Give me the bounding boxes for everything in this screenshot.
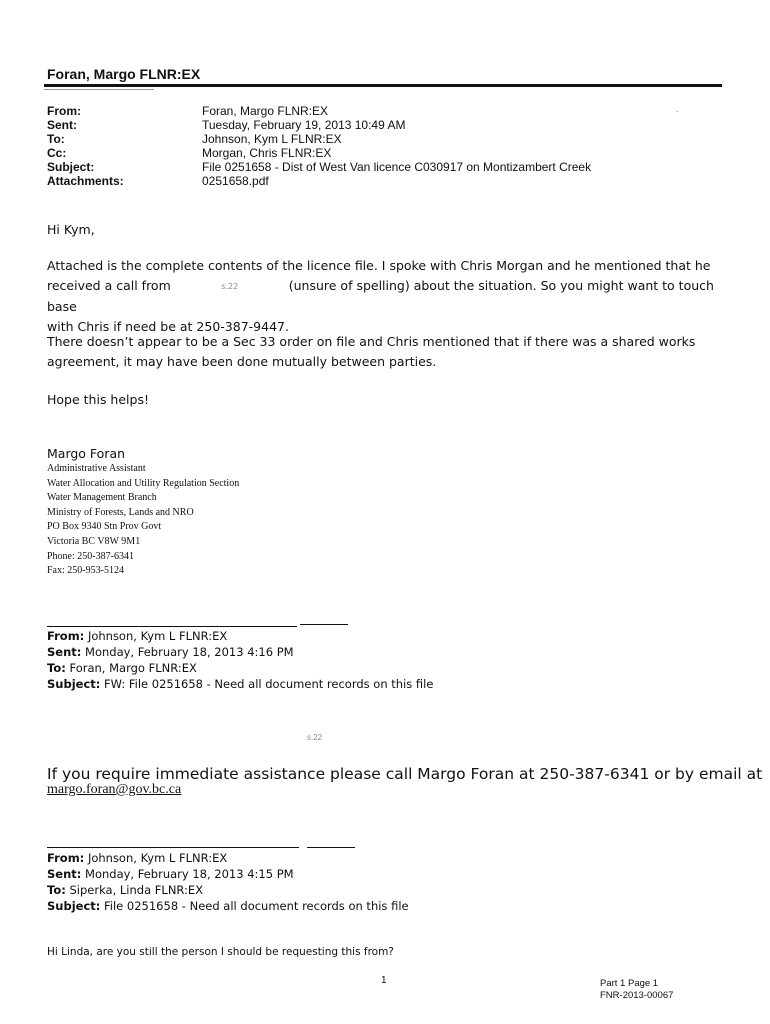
redaction-center-label: s.22 [307,733,323,742]
forward-divider-short [300,624,348,625]
fwd2-subject [47,898,409,914]
fwd1-to-value: Foran, Margo FLNR:EX [69,661,197,675]
closing: Hope this helps! [47,392,149,407]
para2-line1: There doesn’t appear to be a Sec 33 order on file and Chris mentioned that if there was a shared works [47,334,696,349]
forward-divider-2 [47,847,299,848]
header-cc-label: Cc: [47,146,67,160]
para1-line2 [47,276,747,317]
body-paragraph-1 [47,256,747,337]
page-number: 1 [381,975,387,986]
header-subject-value: File 0251658 - Dist of West Van licence C030917 on Montizambert Creek [202,160,592,174]
fwd2-subject-label: Subject: [47,899,101,913]
fwd2-subject-value: File 0251658 - Need all document records on this file [104,899,409,913]
header-to-label: To: [47,132,65,146]
header-subject [47,160,592,174]
header-to [47,132,342,146]
title-divider-thin [44,89,154,90]
assistance-email-link[interactable]: margo.foran@gov.bc.ca [47,782,182,797]
fwd2-sent-value: Monday, February 18, 2013 4:15 PM [85,867,294,881]
body-paragraph-2 [47,332,747,372]
margin-dot: . [676,104,679,114]
para1-line3: with Chris if need be at 250-387-9447. [47,318,289,334]
header-to-value: Johnson, Kym L FLNR:EX [202,132,342,146]
header-from [47,104,329,118]
document-title: Foran, Margo FLNR:EX [47,66,201,82]
signature-line: Water Allocation and Utility Regulation Section [47,477,240,489]
linda-message: Hi Linda, are you still the person I should be requesting this from? [47,946,394,958]
fwd2-to-value: Siperka, Linda FLNR:EX [69,883,204,897]
fwd1-to [47,660,197,676]
fwd1-to-label: To: [47,661,66,675]
fwd2-sent-label: Sent: [47,867,82,881]
fwd1-sent [47,644,294,660]
fwd1-subject-label: Subject: [47,677,101,691]
attachment-filename[interactable]: 0251658.pdf [202,174,269,188]
footer-stamp [600,978,673,1002]
header-from-value: Foran, Margo FLNR:EX [202,104,329,118]
header-from-label: From: [47,104,81,118]
signature-line: Administrative Assistant [47,463,146,474]
fwd2-from-label: From: [47,851,85,865]
fwd2-to [47,882,203,898]
footer-part: Part 1 Page 1 [600,978,659,989]
forward-divider-2-short [307,847,355,848]
fwd1-from [47,628,227,644]
title-divider [44,84,722,87]
fwd1-sent-value: Monday, February 18, 2013 4:16 PM [85,645,294,659]
fwd1-from-label: From: [47,629,85,643]
para2-line2: agreement, it may have been done mutually between parties. [47,354,437,369]
greeting: Hi Kym, [47,222,95,237]
signature-name: Margo Foran [47,446,126,461]
header-attachments [47,174,269,188]
redaction-label: s.22 [221,281,239,291]
para1-line2-end: (unsure of spelling) about the situation. So you might want to touch base [47,278,714,314]
header-sent [47,118,406,132]
header-subject-label: Subject: [47,160,95,174]
assistance-text: If you require immediate assistance please call Margo Foran at 250-387-6341 or by email at [47,765,763,783]
fwd1-from-value: Johnson, Kym L FLNR:EX [87,629,228,643]
para1-line2-start: received a call from [47,278,171,293]
footer-ref: FNR-2013-00067 [600,990,674,1001]
fwd1-subject-value: FW: File 0251658 - Need all document records on this file [104,677,434,691]
fwd2-from-value: Johnson, Kym L FLNR:EX [87,851,228,865]
header-cc-value: Morgan, Chris FLNR:EX [202,146,332,160]
signature-line: PO Box 9340 Stn Prov Govt [47,521,162,533]
fwd1-subject [47,676,433,692]
header-cc [47,146,332,160]
para1-line1: Attached is the complete contents of the licence file. I spoke with Chris Morgan and he mentioned that he [47,258,711,273]
signature-line: Victoria BC V8W 9M1 [47,535,141,547]
fwd1-sent-label: Sent: [47,645,82,659]
signature-block [47,462,239,579]
fwd2-to-label: To: [47,883,66,897]
header-sent-label: Sent: [47,118,77,132]
signature-line: Water Management Branch [47,492,157,504]
fwd2-from [47,850,227,866]
signature-line: Phone: 250-387-6341 [47,550,134,562]
header-sent-value: Tuesday, February 19, 2013 10:49 AM [202,118,406,132]
forward-divider [47,626,297,627]
signature-line: Ministry of Forests, Lands and NRO [47,506,194,518]
signature-line: Fax: 250-953-5124 [47,565,124,577]
header-attachments-label: Attachments: [47,174,124,188]
fwd2-sent [47,866,294,882]
